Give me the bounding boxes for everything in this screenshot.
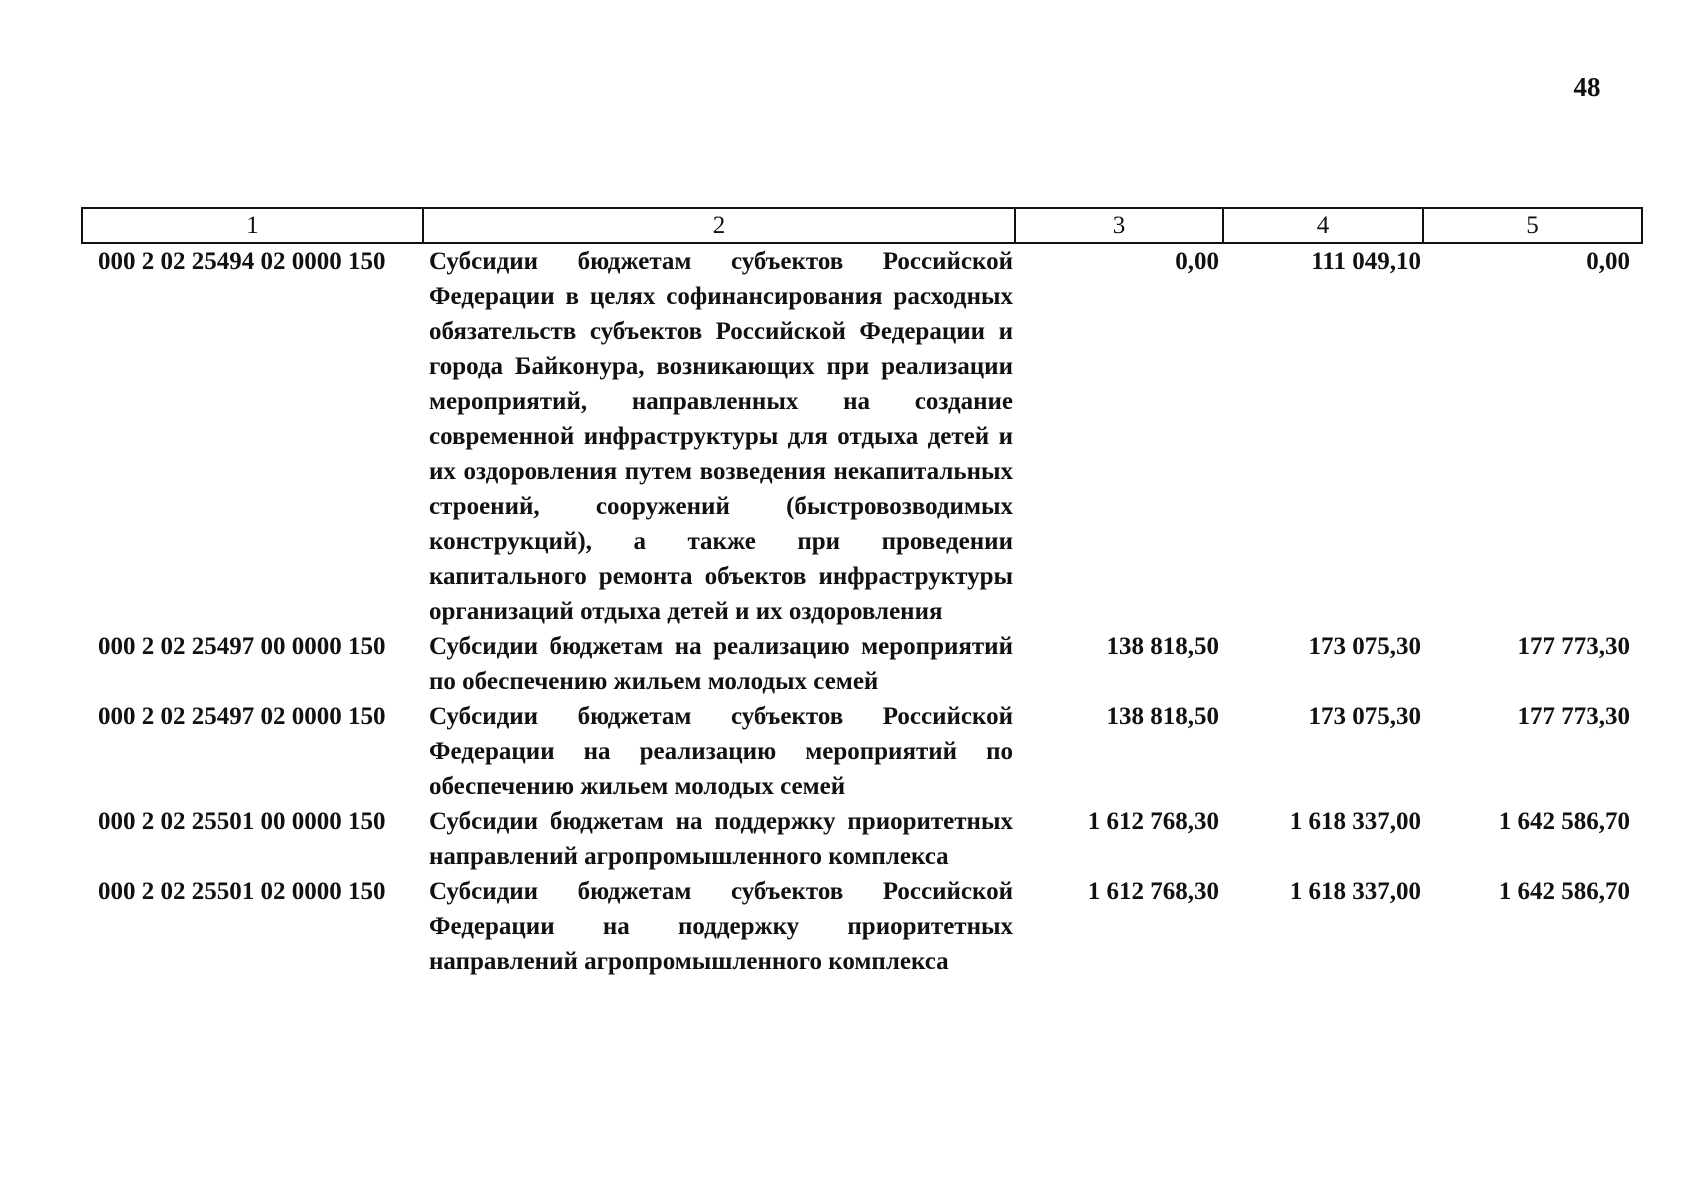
amount-col3: 1 612 768,30 — [1087, 878, 1219, 905]
amount-col5: 177 773,30 — [1517, 633, 1630, 660]
table-row — [82, 629, 1642, 699]
budget-code: 000 2 02 25501 00 0000 150 — [98, 808, 386, 835]
amount-col5: 1 642 586,70 — [1498, 878, 1630, 905]
column-number-3: 3 — [1015, 208, 1223, 243]
table-row — [82, 804, 1642, 874]
budget-code: 000 2 02 25494 02 0000 150 — [98, 248, 386, 275]
table-row — [82, 699, 1642, 804]
table-header — [82, 208, 1642, 243]
amount-col4: 1 618 337,00 — [1289, 808, 1421, 835]
column-number-1: 1 — [82, 208, 423, 243]
table-row — [82, 874, 1642, 979]
header-row — [82, 208, 1642, 243]
amount-col3: 138 818,50 — [1106, 703, 1219, 730]
table-body — [82, 243, 1642, 979]
income-description: Субсидии бюджетам субъектов Российской Федерации на поддержку приоритетных направлений агропромышленного комплекса — [429, 878, 1013, 975]
income-description: Субсидии бюджетам на поддержку приоритетных направлений агропромышленного комплекса — [429, 808, 1013, 870]
budget-code: 000 2 02 25497 00 0000 150 — [98, 633, 386, 660]
amount-col4: 111 049,10 — [1311, 248, 1421, 275]
amount-col4: 173 075,30 — [1308, 633, 1421, 660]
income-description: Субсидии бюджетам на реализацию мероприятий по обеспечению жильем молодых семей — [429, 633, 1013, 695]
table-row — [82, 243, 1642, 629]
amount-col5: 0,00 — [1586, 248, 1630, 275]
amount-col3: 138 818,50 — [1106, 633, 1219, 660]
column-number-2: 2 — [423, 208, 1015, 243]
amount-col5: 1 642 586,70 — [1498, 808, 1630, 835]
amount-col4: 173 075,30 — [1308, 703, 1421, 730]
column-number-5: 5 — [1423, 208, 1642, 243]
amount-col3: 1 612 768,30 — [1087, 808, 1219, 835]
budget-code: 000 2 02 25501 02 0000 150 — [98, 878, 386, 905]
page-number: 48 — [1573, 72, 1601, 102]
amount-col5: 177 773,30 — [1517, 703, 1630, 730]
amount-col4: 1 618 337,00 — [1289, 878, 1421, 905]
budget-table — [81, 207, 1643, 979]
income-description: Субсидии бюджетам субъектов Российской Федерации в целях софинансирования расходных обязательств субъектов Российской Федерации и города Байконура, возникающих при реализации мероприятий, направленных на создание современной инфраструктуры для отдыха детей и их оздоровления путем возведения некапитальных строений, сооружений (быстровозводимых конструкций), а также при проведении капитального ремонта объектов инфраструктуры организаций отдыха детей и их оздоровления — [429, 248, 1013, 625]
column-number-4: 4 — [1223, 208, 1423, 243]
budget-code: 000 2 02 25497 02 0000 150 — [98, 703, 386, 730]
amount-col3: 0,00 — [1175, 248, 1219, 275]
income-description: Субсидии бюджетам субъектов Российской Федерации на реализацию мероприятий по обеспечению жильем молодых семей — [429, 703, 1013, 800]
